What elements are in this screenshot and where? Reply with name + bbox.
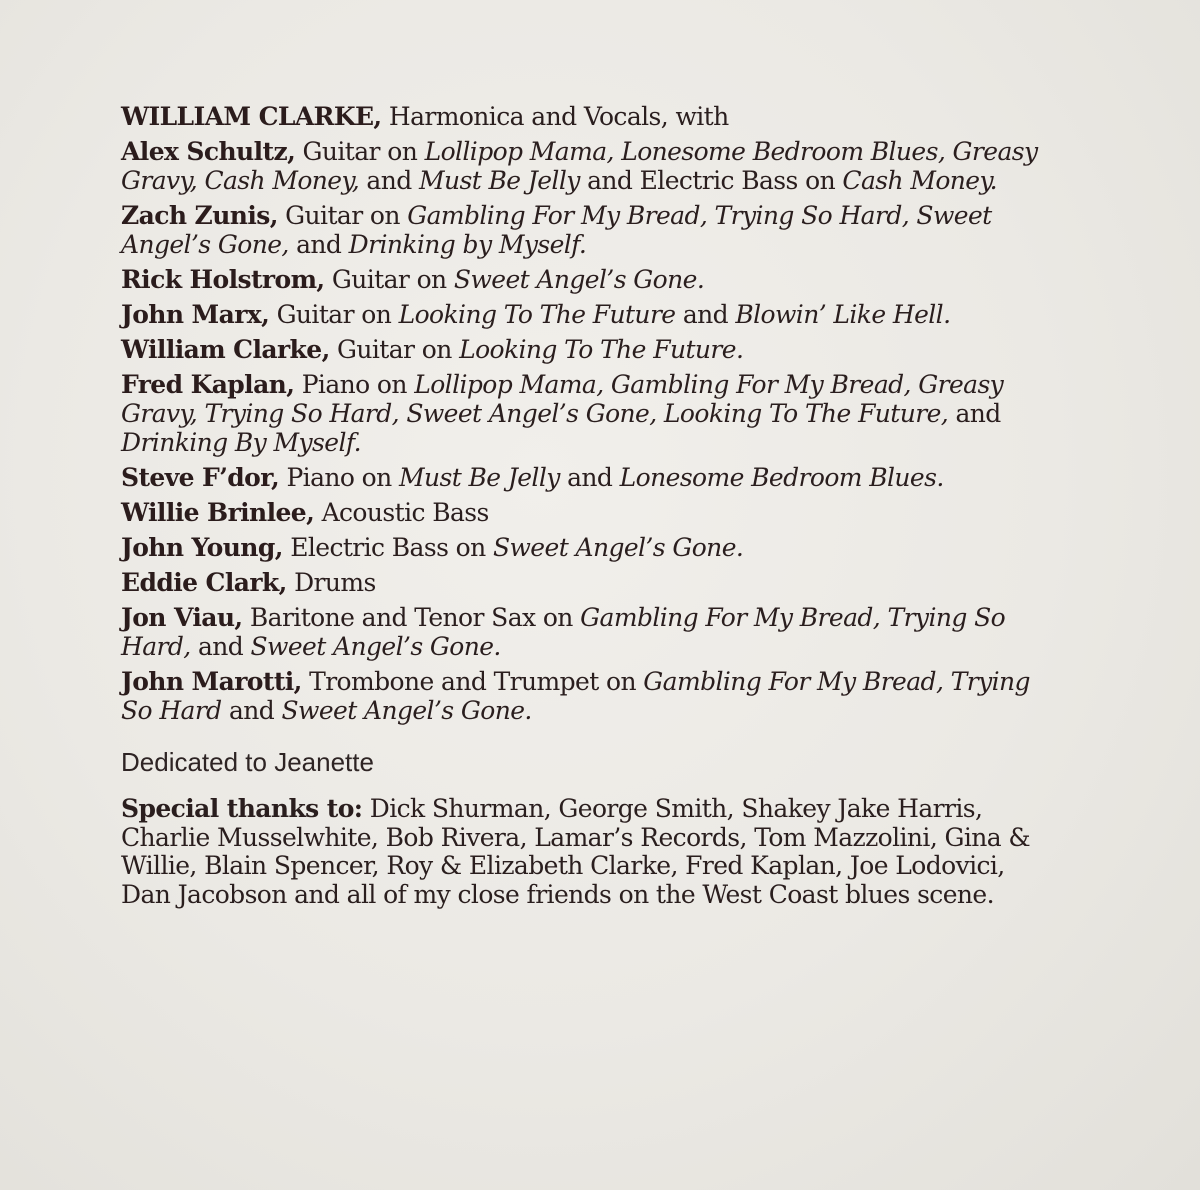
song-titles: Lonesome Bedroom Blues. <box>619 463 944 492</box>
credit-role: Harmonica and Vocals, with <box>381 102 729 131</box>
musician-name: Rick Holstrom, <box>121 265 325 294</box>
special-thanks-label: Special thanks to: <box>121 794 363 823</box>
credit-role: Acoustic Bass <box>314 498 489 527</box>
song-titles: Looking To The Future <box>398 300 676 329</box>
credit-role: Guitar on <box>269 300 399 329</box>
credit-entry <box>121 603 1061 661</box>
song-titles: Looking To The Future. <box>459 335 744 364</box>
credits-block <box>121 102 1061 909</box>
credit-role: Electric Bass on <box>282 533 493 562</box>
credit-role: and Electric Bass on <box>579 166 843 195</box>
credit-entry <box>121 137 1061 195</box>
dedication-line: Dedicated to Jeanette <box>121 747 374 777</box>
credit-role: Piano on <box>279 463 399 492</box>
song-titles: Gambling For My Bread, Trying So Hard, Sweet Angel’s Gone, <box>121 201 992 259</box>
credit-role: Drums <box>286 568 376 597</box>
musician-name: Fred Kaplan, <box>121 370 295 399</box>
musician-name: Willie Brinlee, <box>121 498 315 527</box>
song-titles: Sweet Angel’s Gone. <box>453 265 705 294</box>
credit-role: Piano on <box>294 370 415 399</box>
musician-name: John Marx, <box>121 300 270 329</box>
credit-entry <box>121 335 1061 364</box>
musician-name: Zach Zunis, <box>121 201 278 230</box>
credit-entry <box>121 533 1061 562</box>
credit-role: and <box>221 696 282 725</box>
song-titles: Drinking By Myself. <box>121 428 361 457</box>
credit-entry <box>121 265 1061 294</box>
song-titles: Lollipop Mama, Gambling For My Bread, Greasy Gravy, Trying So Hard, Sweet Angel’s Gone, Looking To The Future, <box>121 370 1004 428</box>
musician-name: John Young, <box>121 533 283 562</box>
song-titles: Lollipop Mama, Lonesome Bedroom Blues, Greasy Gravy, Cash Money, <box>121 137 1038 195</box>
song-titles: Blowin’ Like Hell. <box>735 300 951 329</box>
credit-role: Guitar on <box>324 265 454 294</box>
credit-role: and <box>675 300 736 329</box>
special-thanks-text: Dick Shurman, George Smith, Shakey Jake Harris, Charlie Musselwhite, Bob Rivera, Lamar’s Records, Tom Mazzolini, Gina & Willie, Blain Spencer, Roy & Elizabeth Clarke, Fred Kaplan, Joe Lodovici, Dan Jacobson and all of my close friends on the West Coast blues scene. <box>121 794 1031 909</box>
credit-role: Guitar on <box>277 201 408 230</box>
song-titles: Must Be Jelly <box>418 166 580 195</box>
song-titles: Sweet Angel’s Gone. <box>281 696 532 725</box>
credit-entry <box>121 102 1061 131</box>
song-titles: Sweet Angel’s Gone. <box>492 533 744 562</box>
credit-role: and <box>190 632 251 661</box>
credit-role: Trombone and Trumpet on <box>301 667 644 696</box>
credit-entry <box>121 300 1061 329</box>
credit-role: Guitar on <box>329 335 460 364</box>
credit-role: and <box>288 230 349 259</box>
credit-role: Guitar on <box>295 137 425 166</box>
song-titles: Drinking by Myself. <box>348 230 587 259</box>
credit-entry <box>121 667 1061 725</box>
song-titles: Gambling For My Bread, Trying So Hard, <box>121 603 1006 661</box>
musician-name: William Clarke, <box>121 335 330 364</box>
song-titles: Must Be Jelly <box>398 463 560 492</box>
credit-role: Baritone and Tenor Sax on <box>242 603 581 632</box>
song-titles: Cash Money. <box>842 166 998 195</box>
musician-name: Eddie Clark, <box>121 568 287 597</box>
credit-role: and <box>948 399 1001 428</box>
song-titles: Gambling For My Bread, Trying So Hard <box>121 667 1030 725</box>
musician-name: WILLIAM CLARKE, <box>121 102 382 131</box>
song-titles: Sweet Angel’s Gone. <box>250 632 501 661</box>
credit-entry <box>121 568 1061 597</box>
special-thanks-paragraph <box>121 795 1061 909</box>
credit-entry <box>121 201 1061 259</box>
musician-name: Steve F’dor, <box>121 463 280 492</box>
musician-name: Jon Viau, <box>121 603 243 632</box>
credit-role: and <box>559 463 620 492</box>
musician-name: Alex Schultz, <box>121 137 296 166</box>
credit-entry <box>121 498 1061 527</box>
credit-role: and <box>359 166 419 195</box>
credit-entry <box>121 370 1061 457</box>
musician-credit-list <box>121 102 1061 725</box>
credit-entry <box>121 463 1061 492</box>
musician-name: John Marotti, <box>121 667 302 696</box>
